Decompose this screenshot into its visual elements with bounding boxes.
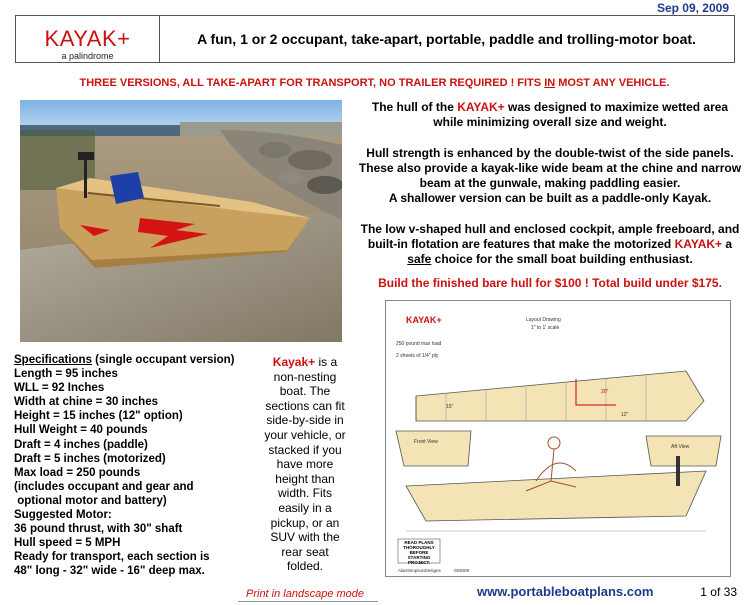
p3-text-a: The low v-shaped hull and enclosed cockpit, ample freeboard, and built-in flotation are features that make the motorized [360,222,740,251]
drawing-max-load: 250 pound max load [396,341,442,347]
note-text: is a non-nesting boat. The sections can fit side-by-side in your vehicle, or stacked if you have more height than width. Fits easily in a pickup, or an SUV with the rear seat folded. [264,355,346,574]
logo-title: KAYAK+ [44,26,131,51]
spec-line: optional motor and battery) [14,494,167,507]
tagline: A fun, 1 or 2 occupant, take-apart, portable, paddle and trolling-motor boat. [197,31,696,47]
versions-banner [0,77,749,89]
header-box [15,15,735,63]
p3-text-b: a [722,237,733,251]
website-link[interactable]: www.portableboatplans.com [477,584,654,599]
spec-line: Draft = 5 inches (motorized) [14,452,166,465]
drawing-title: Layout Drawing [526,317,561,323]
spec-line: Suggested Motor: [14,509,112,522]
note-brand: Kayak+ [272,355,316,369]
spec-line: Width at chine = 30 inches [14,396,159,409]
drawing-dim-c: 20" [601,389,609,395]
print-landscape-note: Print in landscape mode [246,588,365,600]
spec-line: Hull speed = 5 MPH [14,537,121,550]
nesting-note [262,355,348,574]
specifications-list [14,353,254,579]
description-block [356,100,744,283]
logo-subtitle: a palindrome [61,51,114,61]
drawing-code: 083009 [454,568,470,573]
p1-text-a: The hull of the [371,100,458,114]
drawing-front-view: Front View [414,439,438,445]
banner-before: THREE VERSIONS, ALL TAKE-APART FOR TRANSPORT, NO TRAILER REQUIRED ! FITS [79,77,545,89]
specifications-heading [14,353,254,367]
drawing-aft-view: Aft View [671,444,690,450]
spec-line: WLL = 92 Inches [14,382,105,395]
p1-text-b: was designed to maximize wetted area while minimizing overall size and weight. [433,100,729,129]
specifications-lines [14,367,254,578]
description-p1 [356,100,744,130]
spec-line: Height = 15 inches (12" option) [14,410,183,423]
spec-line: (includes occupant and gear and [14,480,194,493]
description-p2 [356,146,744,206]
description-p3 [356,222,744,267]
p3-safe: safe [407,252,432,266]
page-number: 1 of 33 [700,585,737,599]
spec-line: 36 pound thrust, with 30" shaft [14,523,183,536]
boat-photo [20,100,342,342]
spec-line: 48" long - 32" wide - 16" deep max. [14,565,205,578]
layout-drawing [385,300,731,577]
spec-line: Draft = 4 inches (paddle) [14,438,148,451]
banner-underlined: IN [544,77,556,89]
drawing-sheets: 2 sheets of 1/4" ply [396,353,439,359]
p3-brand: KAYAK+ [674,237,723,251]
drawing-designer: AlanSimpsonDesigns [398,568,441,573]
p2-text: Hull strength is enhanced by the double-twist of the side panels. These also provide a kayak-like wide beam at the chine and narrow beam at the gunwale, making paddling easier. [358,146,742,190]
drawing-brand: KAYAK+ [406,315,442,325]
layout-drawing-svg [386,301,730,576]
date-label: Sep 09, 2009 [656,1,729,15]
landscape-underline [238,601,378,602]
spec-line: Ready for transport, each section is [14,551,210,564]
p2-text-b: A shallower version can be built as a paddle-only Kayak. [388,191,712,205]
specifications-heading-label: Specifications [14,354,92,366]
drawing-scale: 1" to 1' scale [531,325,560,331]
banner-after: MOST ANY VEHICLE. [555,77,670,89]
specifications-heading-note: (single occupant version) [91,354,235,366]
drawing-read-plans: READ PLANS THOROUGHLY BEFORE STARTING PROJECT. [403,540,435,564]
drawing-dim-a: 15" [446,404,454,410]
p1-brand: KAYAK+ [457,100,505,114]
p3-text-c: choice for the small boat building enthusiast. [431,252,693,266]
spec-line: Max load = 250 pounds [14,466,141,479]
drawing-dim-b: 12" [621,412,629,418]
build-cost-line: Build the finished bare hull for $100 ! Total build under $175. [378,276,722,290]
logo [16,16,160,62]
spec-line: Hull Weight = 40 pounds [14,424,148,437]
spec-line: Length = 95 inches [14,368,118,381]
